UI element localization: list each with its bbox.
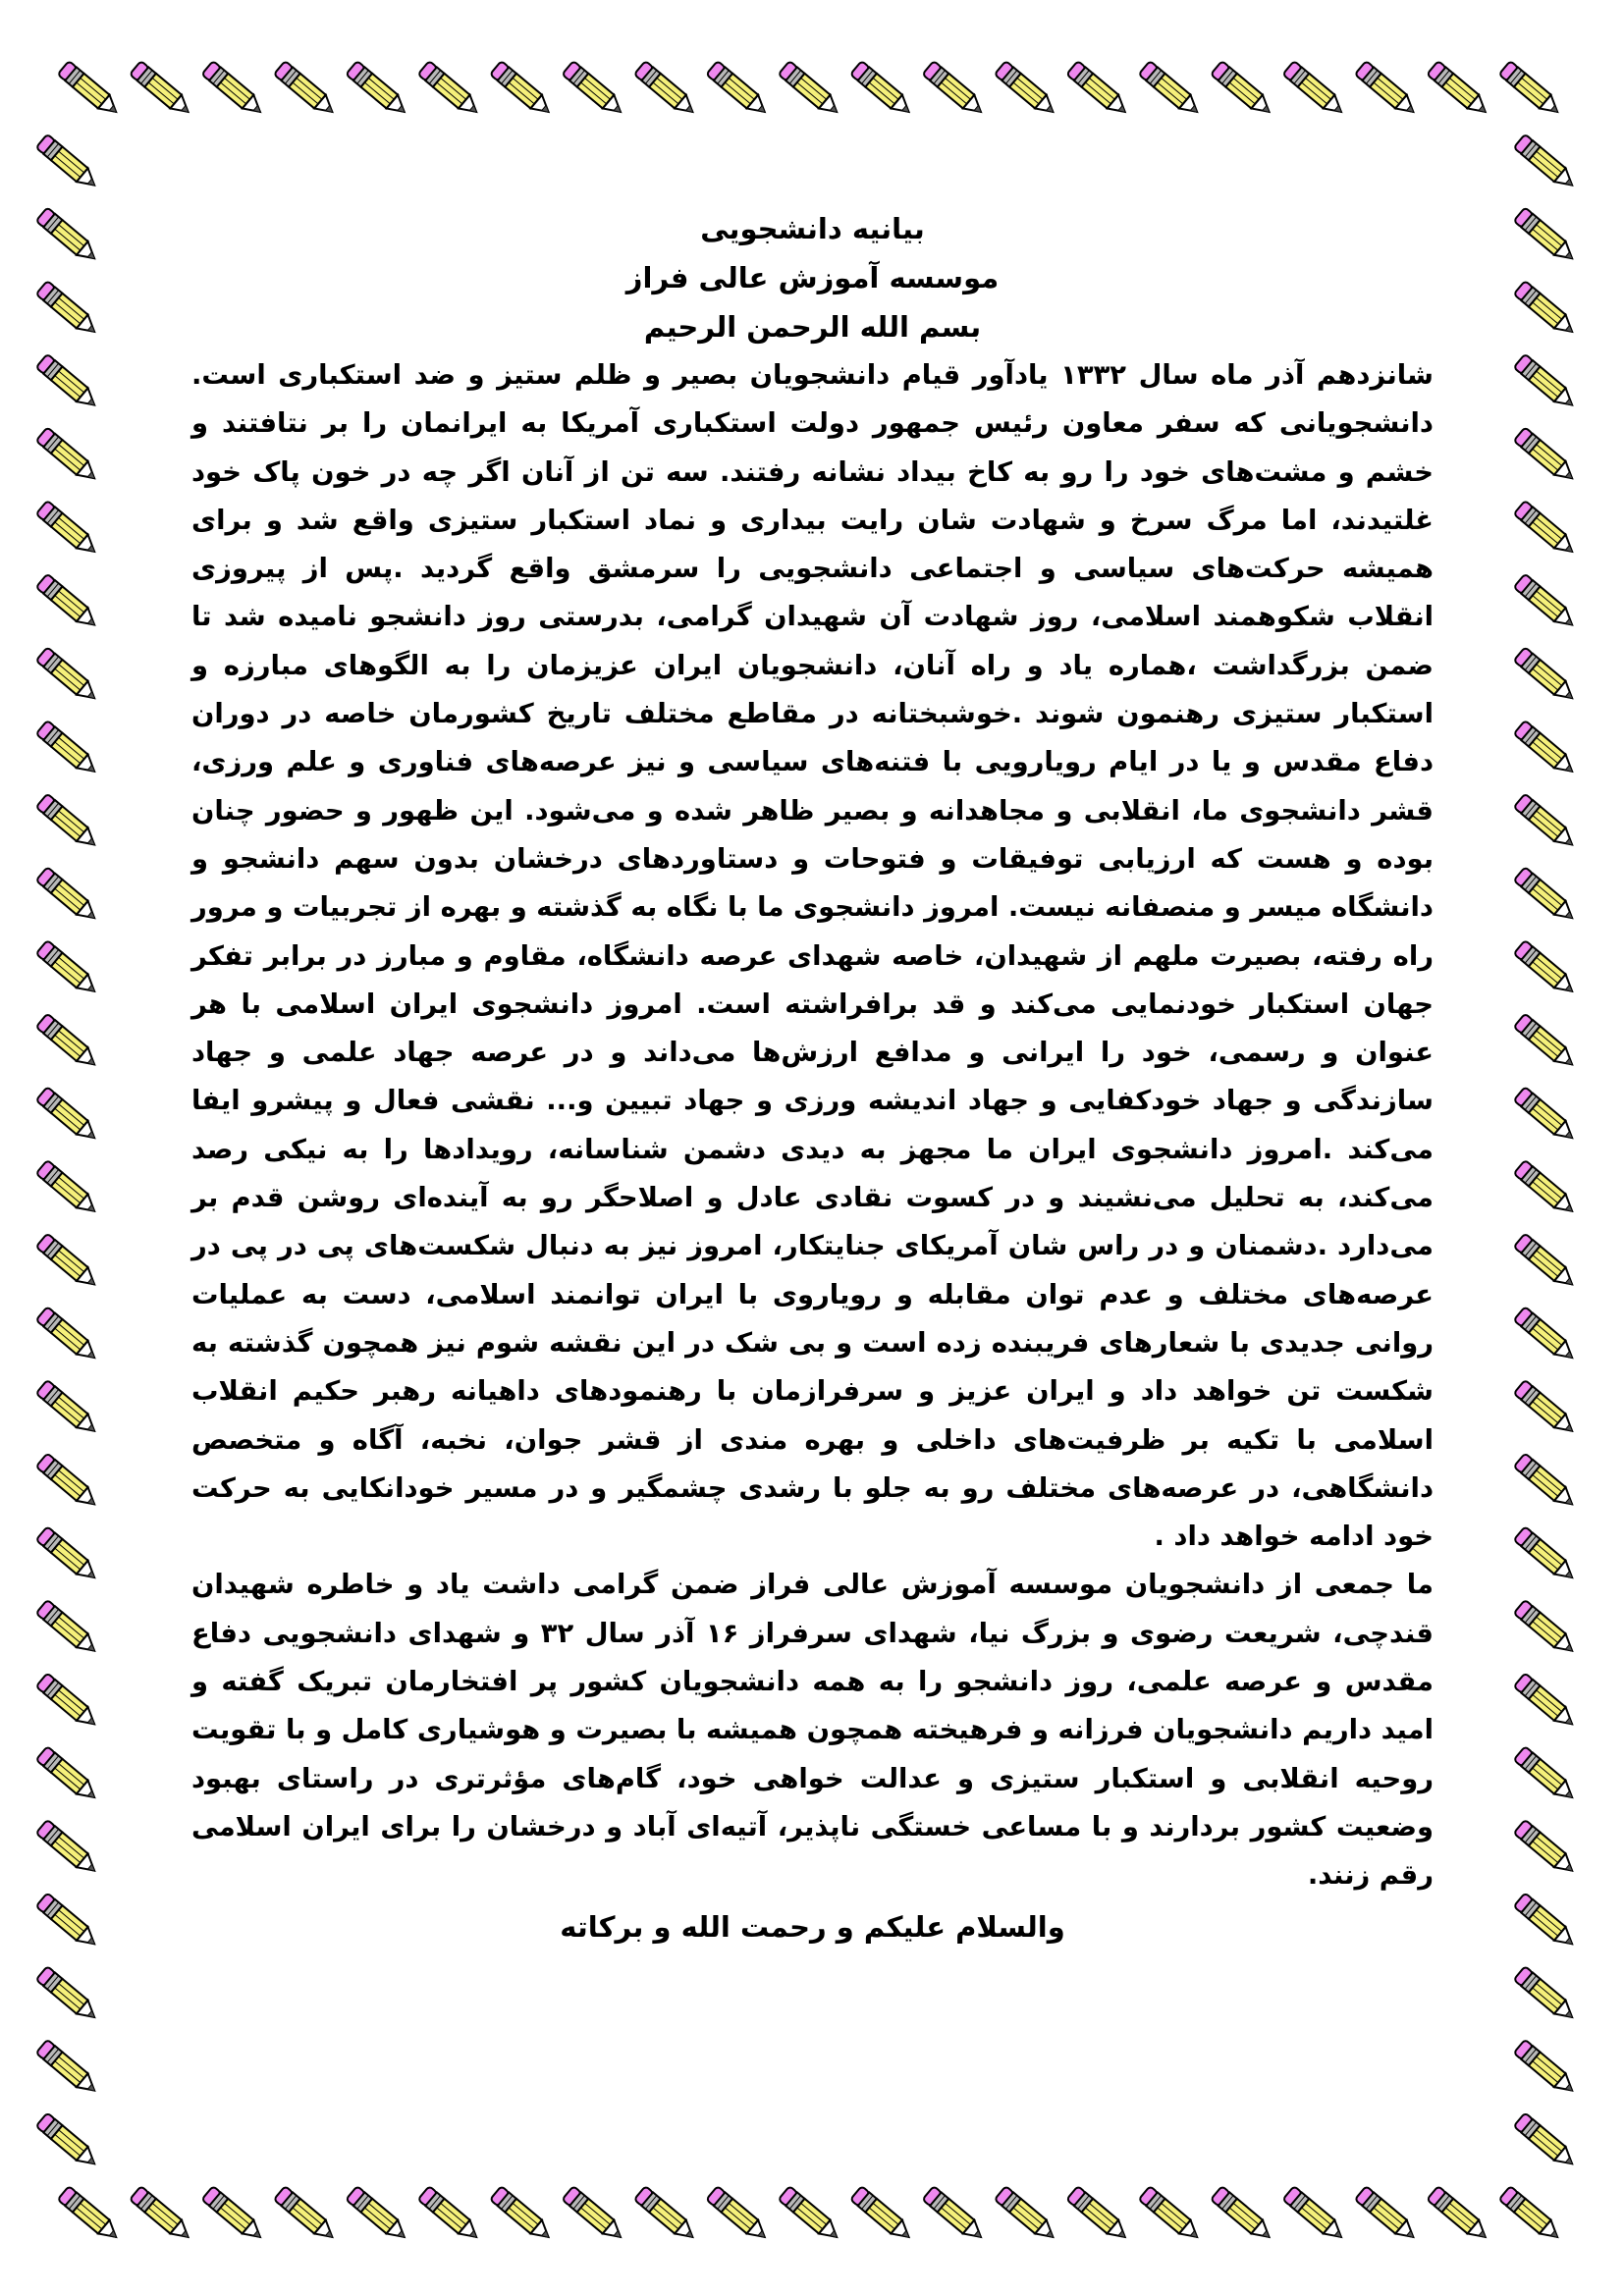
pencil-icon [850, 2186, 915, 2244]
pencil-icon [1514, 1526, 1579, 1584]
pencil-icon [1514, 1160, 1579, 1218]
pencil-icon [1514, 1746, 1579, 1804]
pencil-icon [1514, 134, 1579, 192]
pencil-icon [1499, 2186, 1564, 2244]
pencil-icon [1514, 721, 1579, 778]
pencil-icon [36, 2040, 101, 2098]
pencil-icon [1514, 354, 1579, 412]
pencil-icon [36, 794, 101, 852]
pencil-icon [36, 207, 101, 265]
pencil-icon [1514, 1307, 1579, 1364]
pencil-icon [1514, 940, 1579, 998]
pencil-icon [130, 2186, 194, 2244]
pencil-icon [1514, 1453, 1579, 1511]
pencil-icon [1499, 61, 1564, 119]
pencil-icon [36, 1453, 101, 1511]
pencil-icon [418, 2186, 483, 2244]
pencil-icon [706, 61, 771, 119]
pencil-icon [36, 1526, 101, 1584]
pencil-icon [201, 61, 266, 119]
pencil-icon [36, 574, 101, 632]
pencil-icon [1514, 427, 1579, 485]
pencil-icon [36, 427, 101, 485]
pencil-icon [36, 1160, 101, 1218]
pencil-icon [1514, 2040, 1579, 2098]
pencil-icon [274, 2186, 339, 2244]
pencil-icon [1514, 207, 1579, 265]
institution-name: موسسه آموزش عالی فراز [625, 261, 1000, 294]
pencil-icon [36, 1600, 101, 1658]
document-title: بیانیه دانشجویی [700, 212, 925, 245]
pencil-icon [274, 61, 339, 119]
pencil-icon [922, 2186, 987, 2244]
pencil-icon [36, 1307, 101, 1364]
pencil-icon [634, 61, 699, 119]
pencil-icon [201, 2186, 266, 2244]
pencil-icon [1514, 647, 1579, 705]
pencil-icon [36, 1966, 101, 2024]
pencil-icon [490, 61, 555, 119]
pencil-icon [1514, 281, 1579, 339]
pencil-icon [562, 2186, 626, 2244]
pencil-icon [36, 1746, 101, 1804]
pencil-icon [1139, 61, 1204, 119]
pencil-icon [1355, 61, 1420, 119]
pencil-icon [1514, 2112, 1579, 2170]
pencil-icon [36, 354, 101, 412]
pencil-icon [1355, 2186, 1420, 2244]
pencil-icon [130, 61, 194, 119]
pencil-icon [634, 2186, 699, 2244]
pencil-icon [1211, 61, 1275, 119]
pencil-icon [58, 2186, 123, 2244]
pencil-icon [36, 1013, 101, 1071]
pencil-icon [1514, 1087, 1579, 1145]
pencil-icon [36, 1673, 101, 1731]
pencil-icon [36, 1087, 101, 1145]
pencil-icon [1514, 574, 1579, 632]
pencil-icon [1066, 2186, 1131, 2244]
pencil-icon [58, 61, 123, 119]
pencil-icon [36, 867, 101, 925]
bismillah: بسم الله الرحمن الرحیم [643, 310, 982, 344]
pencil-icon [1211, 2186, 1275, 2244]
pencil-icon [490, 2186, 555, 2244]
closing-salutation: والسلام علیکم و رحمت الله و برکاته [560, 1909, 1065, 1944]
pencil-icon [36, 1380, 101, 1438]
pencil-icon [706, 2186, 771, 2244]
pencil-icon [1427, 2186, 1491, 2244]
pencil-icon [1514, 1966, 1579, 2024]
pencil-icon [1514, 1380, 1579, 1438]
pencil-icon [1514, 867, 1579, 925]
pencil-icon [1282, 2186, 1347, 2244]
pencil-icon [346, 61, 410, 119]
pencil-icon [1514, 1013, 1579, 1071]
pencil-icon [1514, 1893, 1579, 1950]
pencil-icon [418, 61, 483, 119]
pencil-icon [1514, 501, 1579, 559]
pencil-icon [1514, 1820, 1579, 1878]
pencil-icon [36, 1820, 101, 1878]
pencil-icon [36, 501, 101, 559]
pencil-icon [36, 647, 101, 705]
pencil-icon [36, 1893, 101, 1950]
pencil-icon [562, 61, 626, 119]
pencil-icon [36, 721, 101, 778]
pencil-icon [36, 1233, 101, 1291]
pencil-icon [850, 61, 915, 119]
pencil-icon [1514, 794, 1579, 852]
statement-document [191, 204, 1434, 1951]
pencil-icon [1282, 61, 1347, 119]
pencil-icon [779, 61, 843, 119]
pencil-icon [1139, 2186, 1204, 2244]
pencil-icon [1514, 1673, 1579, 1731]
pencil-icon [36, 940, 101, 998]
pencil-icon [36, 281, 101, 339]
pencil-icon [995, 61, 1059, 119]
pencil-icon [36, 134, 101, 192]
pencil-icon [1066, 61, 1131, 119]
paragraph-1: شانزدهم آذر ماه سال ۱۳۳۲ یادآور قیام دانشجویان بصیر و ظلم ستیز و ضد استکباری است. دانشجویانی که سفر معاون رئیس جمهور دولت استکباری آمریکا به ایرانمان را بر نتافتند و خشم و مشت‌های خود را رو به کاخ بیداد نشانه رفتند. سه تن از آنان اگر چه در خون پاک خود غلتیدند، اما مرگ سرخ و شهادت شان رایت بیداری و نماد استکبار ستیزی واقع شد و برای همیشه حرکت‌های سیاسی و اجتماعی دانشجویی را سرمشق واقع گردید .پس از پیروزی انقلاب شکوهمند اسلامی، روز شهادت آن شهیدان گرامی، بدرستی روز دانشجو نامیده شد تا ضمن بزرگداشت ،هماره یاد و راه آنان، دانشجویان ایران عزیزمان را به الگوهای مبارزه و استکبار ستیزی رهنمون شوند .خوشبختانه در مقاطع مختلف تاریخ کشورمان خاصه در دوران دفاع مقدس و یا در ایام رویارویی با فتنه‌های سیاسی و نیز عرصه‌های فناوری و علم ورزی، قشر دانشجوی ما، انقلابی و مجاهدانه و بصیر ظاهر شده و می‌شود. این ظهور و حضور چنان بوده و هست که ارزیابی توفیقات و فتوحات و دستاوردهای درخشان بدون سهم دانشجو و دانشگاه میسر و منصفانه نیست. امروز دانشجوی ما با نگاه به گذشته و بهره از تجربیات و مرور راه رفته، بصیرت ملهم از شهیدان، خاصه شهدای عرصه دانشگاه، مقاوم و مبارز در برابر تفکر جهان استکبار خودنمایی می‌کند و قد برافراشته است. امروز دانشجوی ایران اسلامی با هر عنوان و رسمی، خود را ایرانی و مدافع ارزش‌ها می‌داند و در عرصه جهاد علمی و جهاد سازندگی و جهاد خودکفایی و جهاد اندیشه ورزی و جهاد تبیین و... نقشی فعال و پیشرو ایفا می‌کند .امروز دانشجوی ایران ما مجهز به دیدی دشمن شناسانه، رویدادها را به نیکی رصد می‌کند، به تحلیل می‌نشیند و در کسوت نقادی عادل و اصلاحگر رو به آینده‌ای روشن قدم بر می‌دارد .دشمنان و در راس شان آمریکای جنایتکار، امروز نیز به دنبال شکست‌های پی در پی در عرصه‌های مختلف و عدم توان مقابله و رویاروی با ایران توانمند اسلامی، دست به عملیات روانی جدیدی با شعارهای فریبنده زده است و بی شک در این نقشه شوم نیز همچون گذشته به شکست تن خواهد داد و ایران عزیز و سرفرازمان با رهنمودهای داهیانه رهبر حکیم انقلاب اسلامی با تکیه بر ظرفیت‌های داخلی و بهره مندی از قشر جوان، نخبه، آگاه و متخصص دانشگاهی، در عرصه‌های مختلف رو به جلو با رشدی چشمگیر و در مسیر خودانکایی به حرکت خود ادامه خواهد داد . [191, 360, 1434, 1553]
pencil-icon [36, 2112, 101, 2170]
pencil-icon [922, 61, 987, 119]
pencil-icon [1427, 61, 1491, 119]
pencil-icon [1514, 1233, 1579, 1291]
pencil-icon [1514, 1600, 1579, 1658]
paragraph-2: ما جمعی از دانشجویان موسسه آموزش عالی فراز ضمن گرامی داشت یاد و خاطره شهیدان قندچی، شریعت رضوی و بزرگ نیا، شهدای سرفراز ۱۶ آذر سال ۳۲ و شهدای دانشجویی دفاع مقدس و عرصه علمی، روز دانشجو را به همه دانشجویان کشور پر افتخارمان تبریک گفته و امید داریم دانشجویان فرزانه و فرهیخته همچون همیشه با بصیرت و هوشیاری کامل و با تقویت روحیه انقلابی و استکبار ستیزی و عدالت خواهی خود، گام‌های مؤثرتری در راستای بهبود وضعیت کشور بردارند و با مساعی خستگی ناپذیر، آتیه‌ای آباد و درخشان را برای ایران اسلامی رقم زنند. [191, 1570, 1434, 1892]
pencil-icon [779, 2186, 843, 2244]
pencil-icon [995, 2186, 1059, 2244]
pencil-icon [346, 2186, 410, 2244]
